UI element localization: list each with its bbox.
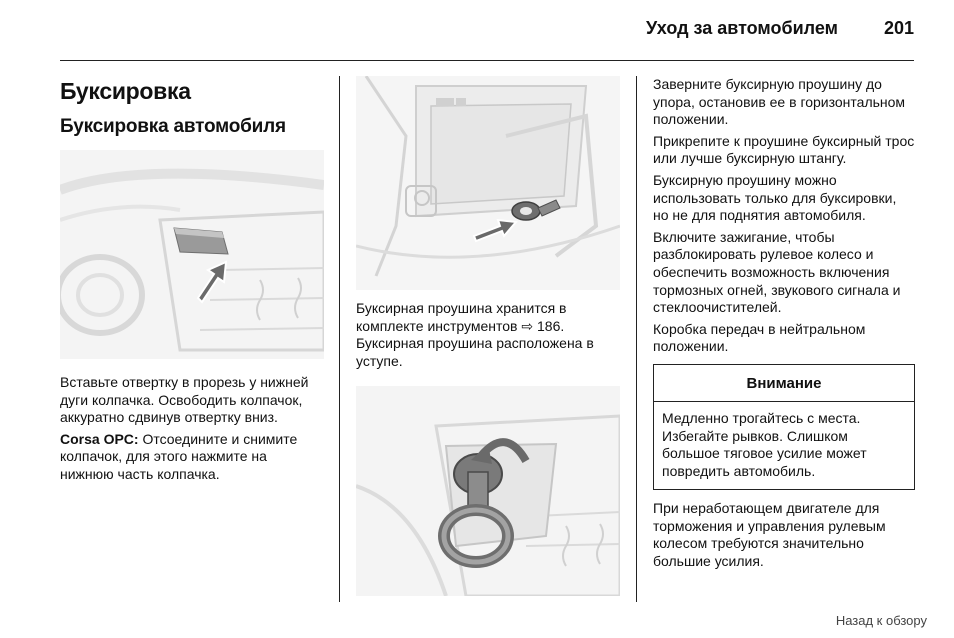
- section-heading: Буксировка: [60, 78, 191, 104]
- model-label: Corsa OPC:: [60, 430, 139, 447]
- paragraph: Коробка передач в нейтральном положении.: [653, 320, 866, 355]
- subsection-heading: Буксировка автомобиля: [60, 116, 286, 137]
- column-1: [60, 76, 324, 488]
- paragraph: Буксирную проушину можно использовать только для буксировки, но не для поднятия автомобиля.: [653, 171, 897, 224]
- header-divider: [60, 60, 914, 61]
- paragraph: [356, 300, 620, 335]
- page-reference: 186.: [533, 317, 565, 334]
- paragraph: [60, 431, 324, 484]
- page-number: 201: [883, 18, 914, 38]
- paragraph: Вставьте отвертку в прорезь у нижней дуги колпачка. Освободить колпачок, аккуратно сдвинув отвертку вниз.: [60, 374, 309, 426]
- reference-arrow-icon: ⇨: [521, 317, 534, 334]
- warning-title: Внимание: [654, 365, 914, 402]
- warning-text: Медленно трогайтесь с места. Избегайте рывков. Слишком большое тяговое усилие может повредить автомобиль.: [662, 409, 867, 479]
- column-divider: [636, 76, 637, 602]
- column-divider: [339, 76, 340, 602]
- paragraph-text: Отсоедините и снимите колпачок, для этого нажмите на нижнюю часть колпачка.: [60, 430, 298, 482]
- column-2: [356, 76, 620, 596]
- column-3: [653, 76, 915, 575]
- section-title: Уход за автомобилем: [646, 18, 838, 38]
- warning-box: [653, 364, 915, 490]
- paragraph-text: Буксирная проушина хранится в комплекте инструментов: [356, 300, 567, 334]
- back-to-overview-link[interactable]: Назад к обзору: [835, 613, 927, 628]
- paragraph: Заверните буксирную проушину до упора, остановив ее в горизонтальном положении.: [653, 76, 906, 128]
- paragraph: Буксирная проушина расположена в уступе.: [356, 335, 594, 369]
- paragraph: Включите зажигание, чтобы разблокировать рулевое колесо и обеспечить возможность включения тормозных огней, звукового сигнала и стеклоочистителей.: [653, 228, 901, 316]
- screw-in-tow-eye-illustration: [356, 386, 620, 596]
- toolkit-tow-eye-illustration: [356, 76, 620, 290]
- bumper-cover-illustration: [60, 150, 324, 359]
- paragraph: Прикрепите к проушине буксирный трос или лучше буксирную штангу.: [653, 132, 915, 167]
- paragraph: При неработающем двигателе для торможения и управления рулевым колесом требуются значительно большие усилия.: [653, 500, 886, 570]
- page-header: [60, 18, 914, 44]
